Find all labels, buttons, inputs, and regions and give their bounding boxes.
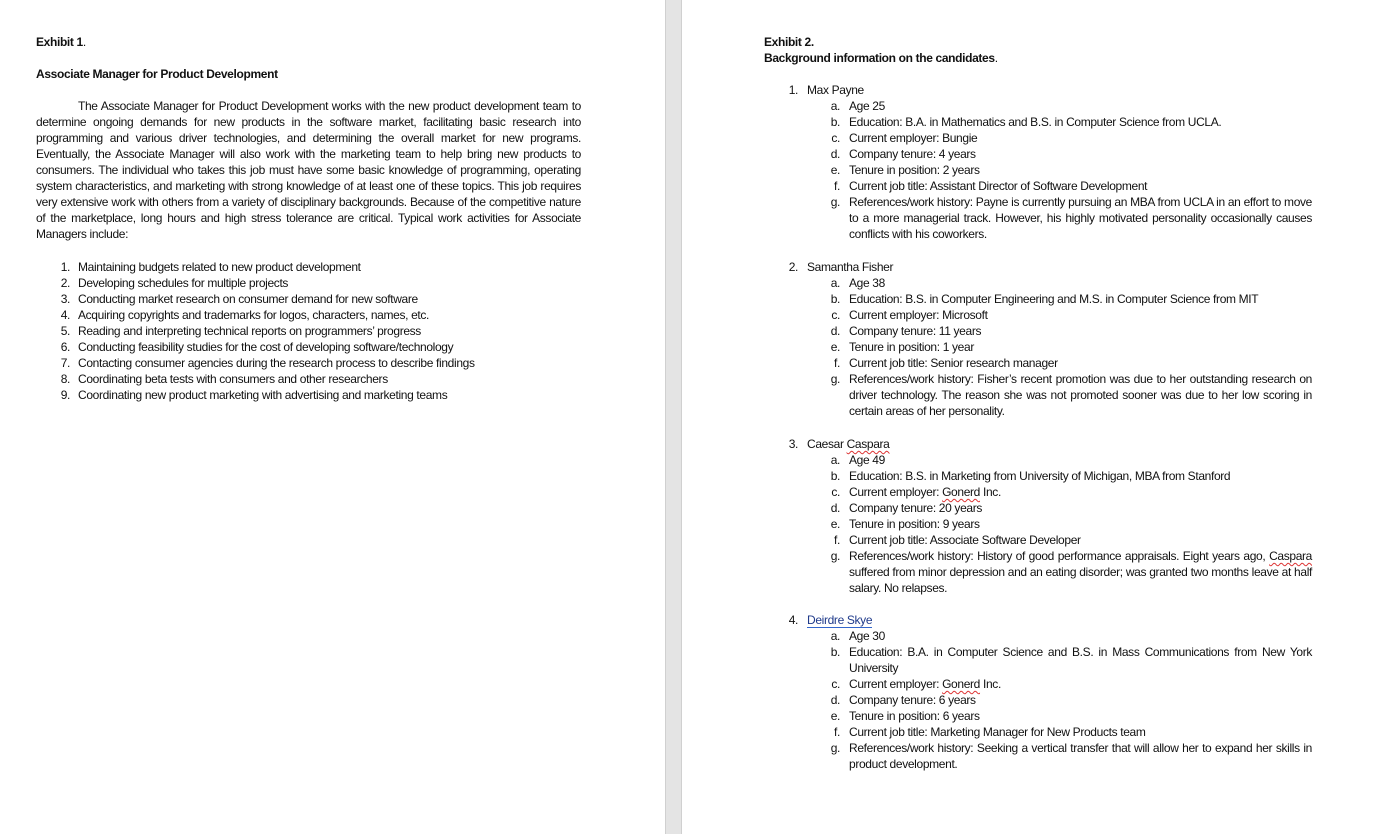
fact-text: References/work history: Payne is currently pursuing an MBA from UCLA in an effort to move to a more managerial track. However, his highly motivated personality occasionally causes conflicts with his coworkers. xyxy=(849,195,1312,241)
activity-item xyxy=(36,371,596,387)
candidate-fact xyxy=(764,532,1312,548)
fact-text: Current job title: Senior research manager xyxy=(849,356,1058,370)
candidate-number: 4. xyxy=(788,613,798,627)
fact-text: Education: B.A. in Mathematics and B.S. in Computer Science from UCLA. xyxy=(849,115,1222,129)
fact-text: Age 25 xyxy=(849,99,885,113)
fact-text: References/work history: Fisher’s recent promotion was due to her outstanding research on driver technology. The reason she was not promoted sooner was due to her low scoring in certain areas of her personality. xyxy=(849,372,1312,418)
activity-text: Conducting market research on consumer demand for new software xyxy=(78,292,418,306)
fact-letter: a. xyxy=(830,453,840,467)
exhibit-1-title: Exhibit 1. xyxy=(36,35,86,49)
fact-letter: a. xyxy=(830,99,840,113)
fact-text: Education: B.A. in Computer Science and B.S. in Mass Communications from New York University xyxy=(849,645,1312,675)
candidate-fact xyxy=(764,548,1312,596)
fact-text: Current job title: Marketing Manager for New Products team xyxy=(849,725,1146,739)
fact-letter: g. xyxy=(830,372,840,386)
candidate-fact xyxy=(764,371,1312,419)
activity-item xyxy=(36,339,596,355)
candidate-fact xyxy=(764,484,1312,500)
activity-text: Acquiring copyrights and trademarks for logos, characters, names, etc. xyxy=(78,308,430,322)
fact-letter: d. xyxy=(830,693,840,707)
fact-text: Tenure in position: 1 year xyxy=(849,340,974,354)
activity-number: 5. xyxy=(60,324,70,338)
activity-number: 9. xyxy=(60,388,70,402)
document-page-left xyxy=(0,0,665,834)
fact-text: Age 38 xyxy=(849,276,885,290)
candidate-number: 3. xyxy=(788,437,798,451)
activity-item xyxy=(36,323,596,339)
activity-item xyxy=(36,307,596,323)
candidate-fact xyxy=(764,692,1312,708)
activity-item xyxy=(36,387,596,403)
fact-letter: c. xyxy=(831,677,840,691)
fact-text: Education: B.S. in Computer Engineering and M.S. in Computer Science from MIT xyxy=(849,292,1259,306)
candidate-block xyxy=(764,82,1312,242)
candidate-facts xyxy=(764,628,1312,772)
fact-text: Company tenure: 4 years xyxy=(849,147,976,161)
candidate-name: Deirdre Skye xyxy=(807,613,873,627)
candidate-fact xyxy=(764,644,1312,676)
candidate-fact xyxy=(764,628,1312,644)
fact-letter: c. xyxy=(831,131,840,145)
fact-text: Tenure in position: 9 years xyxy=(849,517,980,531)
activity-number: 4. xyxy=(60,308,70,322)
document-page-right xyxy=(682,0,1377,834)
exhibit-2-title: Exhibit 2. xyxy=(764,35,814,49)
fact-letter: g. xyxy=(830,195,840,209)
fact-letter: e. xyxy=(830,517,840,531)
fact-letter: f. xyxy=(834,533,840,547)
fact-letter: g. xyxy=(830,549,840,563)
candidate-facts xyxy=(764,452,1312,596)
candidate-heading xyxy=(764,82,1312,98)
fact-text: Age 49 xyxy=(849,453,885,467)
fact-letter: b. xyxy=(830,469,840,483)
fact-letter: d. xyxy=(830,501,840,515)
candidate-block xyxy=(764,612,1312,772)
fact-letter: f. xyxy=(834,179,840,193)
fact-text: Company tenure: 6 years xyxy=(849,693,976,707)
candidate-facts xyxy=(764,275,1312,419)
activity-number: 2. xyxy=(60,276,70,290)
candidate-name: Samantha Fisher xyxy=(807,260,894,274)
fact-text: Current employer: Gonerd Inc. xyxy=(849,677,1001,691)
fact-text: Current job title: Associate Software Developer xyxy=(849,533,1081,547)
fact-letter: d. xyxy=(830,324,840,338)
fact-letter: f. xyxy=(834,725,840,739)
job-heading: Associate Manager for Product Development xyxy=(36,67,278,81)
candidate-fact xyxy=(764,307,1312,323)
candidate-fact xyxy=(764,291,1312,307)
fact-text: Current job title: Assistant Director of Software Development xyxy=(849,179,1148,193)
candidate-facts xyxy=(764,98,1312,242)
activity-text: Maintaining budgets related to new product development xyxy=(78,260,361,274)
candidate-number: 2. xyxy=(788,260,798,274)
activity-item xyxy=(36,259,596,275)
candidate-block xyxy=(764,259,1312,419)
activity-item xyxy=(36,291,596,307)
fact-text: Tenure in position: 6 years xyxy=(849,709,980,723)
activity-number: 1. xyxy=(60,260,70,274)
candidate-fact xyxy=(764,275,1312,291)
candidate-fact xyxy=(764,162,1312,178)
candidate-fact xyxy=(764,323,1312,339)
activity-number: 8. xyxy=(60,372,70,386)
candidate-fact xyxy=(764,98,1312,114)
candidate-fact xyxy=(764,146,1312,162)
candidate-fact xyxy=(764,740,1312,772)
activity-item xyxy=(36,275,596,291)
fact-text: Current employer: Bungie xyxy=(849,131,978,145)
candidate-fact xyxy=(764,708,1312,724)
fact-text: Company tenure: 20 years xyxy=(849,501,983,515)
candidate-block xyxy=(764,436,1312,596)
exhibit-2-subtitle: Background information on the candidates. xyxy=(764,51,998,65)
fact-text: References/work history: History of good performance appraisals. Eight years ago, Caspara suffered from minor depression and an eating disorder; was granted two months leave at half salary. No relapses. xyxy=(849,549,1312,595)
candidate-fact xyxy=(764,516,1312,532)
fact-letter: b. xyxy=(830,292,840,306)
candidate-heading xyxy=(764,612,1312,628)
activity-number: 3. xyxy=(60,292,70,306)
fact-letter: c. xyxy=(831,308,840,322)
candidate-fact xyxy=(764,194,1312,242)
candidate-fact xyxy=(764,468,1312,484)
fact-text: Age 30 xyxy=(849,629,885,643)
fact-letter: g. xyxy=(830,741,840,755)
candidate-name: Max Payne xyxy=(807,83,864,97)
activity-text: Developing schedules for multiple projects xyxy=(78,276,289,290)
activity-number: 7. xyxy=(60,356,70,370)
activity-text: Contacting consumer agencies during the research process to describe findings xyxy=(78,356,475,370)
candidate-fact xyxy=(764,178,1312,194)
spellcheck-flagged-word: Gonerd xyxy=(942,485,981,499)
candidate-number: 1. xyxy=(788,83,798,97)
candidate-name: Caesar Caspara xyxy=(807,437,890,451)
fact-text: Current employer: Gonerd Inc. xyxy=(849,485,1001,499)
candidate-fact xyxy=(764,114,1312,130)
fact-letter: e. xyxy=(830,340,840,354)
fact-letter: a. xyxy=(830,629,840,643)
fact-letter: d. xyxy=(830,147,840,161)
work-activities-list xyxy=(36,259,596,403)
activity-text: Coordinating new product marketing with advertising and marketing teams xyxy=(78,388,448,402)
activity-item xyxy=(36,355,596,371)
fact-letter: f. xyxy=(834,356,840,370)
fact-text: References/work history: Seeking a vertical transfer that will allow her to expand her skills in product development. xyxy=(849,741,1312,771)
fact-text: Current employer: Microsoft xyxy=(849,308,988,322)
page-gutter xyxy=(665,0,682,834)
fact-letter: a. xyxy=(830,276,840,290)
candidate-fact xyxy=(764,676,1312,692)
fact-letter: b. xyxy=(830,115,840,129)
fact-text: Company tenure: 11 years xyxy=(849,324,982,338)
activity-text: Coordinating beta tests with consumers and other researchers xyxy=(78,372,388,386)
candidate-fact xyxy=(764,724,1312,740)
fact-letter: b. xyxy=(830,645,840,659)
spellcheck-flagged-word: Caspara xyxy=(1269,549,1312,563)
fact-text: Tenure in position: 2 years xyxy=(849,163,980,177)
fact-letter: e. xyxy=(830,709,840,723)
candidate-fact xyxy=(764,500,1312,516)
candidate-fact xyxy=(764,355,1312,371)
fact-text: Education: B.S. in Marketing from University of Michigan, MBA from Stanford xyxy=(849,469,1231,483)
candidate-heading xyxy=(764,259,1312,275)
activity-text: Conducting feasibility studies for the cost of developing software/technology xyxy=(78,340,454,354)
spellcheck-flagged-word: Caspara xyxy=(846,437,890,451)
fact-letter: c. xyxy=(831,485,840,499)
candidate-fact xyxy=(764,452,1312,468)
activity-text: Reading and interpreting technical reports on programmers’ progress xyxy=(78,324,421,338)
job-description-paragraph: The Associate Manager for Product Development works with the new product development team to determine ongoing demands for new products in the software market, facilitating basic research into programming and various driver technologies, and determining the overall market for new programs. Eventually, the Associate Manager will also work with the marketing team to help bring new products to consumers. The individual who takes this job must have some basic knowledge of programming, operating system characteristics, and marketing with strong knowledge of at least one of these topics. This job requires very extensive work with others from a variety of disciplinary backgrounds. Because of the competitive nature of the marketplace, long hours and high stress tolerance are critical. Typical work activities for Associate Managers include: xyxy=(36,99,581,241)
candidate-fact xyxy=(764,339,1312,355)
candidate-heading xyxy=(764,436,1312,452)
activity-number: 6. xyxy=(60,340,70,354)
candidate-fact xyxy=(764,130,1312,146)
spellcheck-flagged-word: Gonerd xyxy=(942,677,981,691)
fact-letter: e. xyxy=(830,163,840,177)
